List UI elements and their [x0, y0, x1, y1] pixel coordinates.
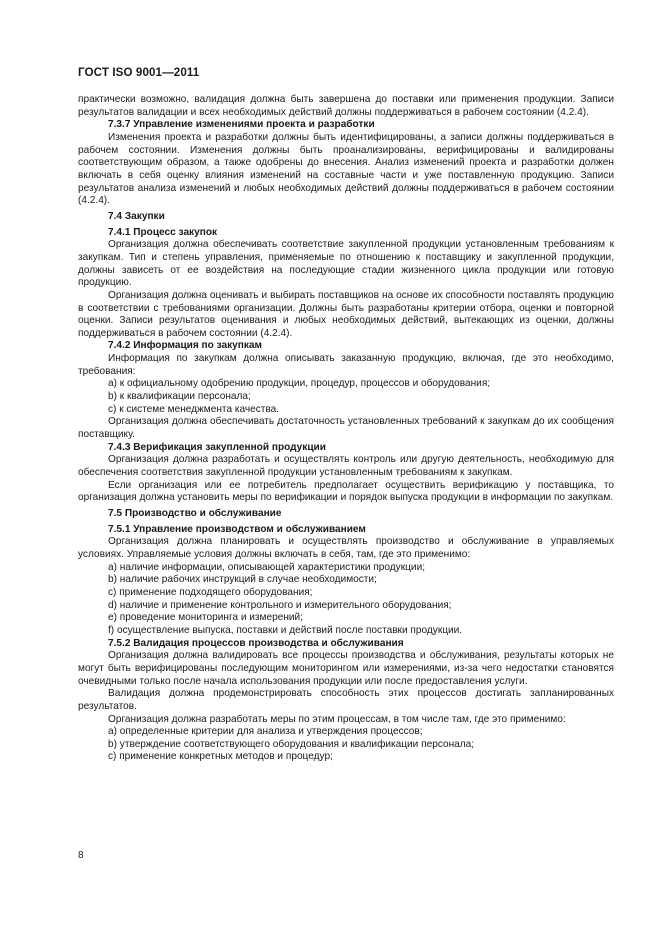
body-paragraph: Организация должна обеспечивать достаточность установленных требований к закупкам до их сообщения поставщику.	[78, 416, 614, 441]
section-heading: 7.4.3 Верификация закупленной продукции	[108, 441, 326, 453]
section-heading: 7.5.1 Управление производством и обслуживанием	[108, 523, 366, 535]
section-heading: 7.5 Производство и обслуживание	[108, 508, 282, 519]
body-paragraph: Организация должна разработать и осуществлять контроль или другую деятельность, необходимую для обеспечения соответствия закупленной продукции установленным требованиям к закупкам.	[78, 454, 614, 479]
document-body	[78, 94, 614, 764]
list-item: e) проведение мониторинга и измерений;	[108, 612, 303, 624]
body-paragraph: Если организация или ее потребитель предполагает осуществить верификацию у поставщика, то организация должна установить меры по верификации и порядок выпуска продукции в информации по закупкам.	[78, 479, 614, 504]
body-paragraph: Организация должна обеспечивать соответствие закупленной продукции установленным требованиям к закупкам. Тип и степень управления, применяемые по отношению к поставщику и закупленной продукции, должны зависеть от ее воздействия на последующие стадии жизненного цикла продукции или готовую продукцию.	[78, 239, 614, 289]
body-paragraph: Валидация должна продемонстрировать способность этих процессов достигать запланированных результатов.	[78, 688, 614, 712]
list-item: a) наличие информации, описывающей характеристики продукции;	[108, 561, 426, 573]
section-heading: 7.4.1 Процесс закупок	[108, 226, 218, 238]
list-item: b) утверждение соответствующего оборудования и квалификации персонала;	[108, 738, 475, 750]
list-item: a) определенные критерии для анализа и утверждения процессов;	[108, 726, 423, 738]
body-paragraph: Организация должна оценивать и выбирать поставщиков на основе их способности поставлять продукцию в соответствии с требованиями организации. Должны быть разработаны критерии отбора, оценки и повторной оценки. Записи результатов оценивания и любых необходимых действий, вытекающих из оценки, должны поддерживаться в рабочем состоянии (4.2.4).	[78, 289, 614, 339]
section-heading: 7.4.2 Информация по закупкам	[108, 340, 263, 352]
list-item: b) к квалификации персонала;	[108, 391, 251, 403]
list-item: b) наличие рабочих инструкций в случае необходимости;	[108, 574, 377, 586]
list-item: a) к официальному одобрению продукции, процедур, процессов и оборудования;	[108, 378, 491, 390]
page-number: 8	[78, 850, 84, 861]
list-item: c) применение конкретных методов и процедур;	[108, 751, 333, 763]
section-heading: 7.5.2 Валидация процессов производства и обслуживания	[108, 637, 404, 649]
body-paragraph: практически возможно, валидация должна быть завершена до поставки или применения продукции. Записи результатов валидации и всех необходимых действий должны поддерживаться в рабочем состоянии (4.2.4).	[78, 94, 614, 118]
list-item: c) к системе менеджмента качества.	[108, 403, 280, 415]
body-paragraph: Организация должна разработать меры по этим процессам, в том числе там, где это применимо:	[108, 713, 566, 725]
list-item: d) наличие и применение контрольного и измерительного оборудования;	[108, 599, 452, 611]
list-item: c) применение подходящего оборудования;	[108, 586, 313, 598]
section-heading: 7.3.7 Управление изменениями проекта и разработки	[108, 119, 375, 131]
body-paragraph: Организация должна планировать и осуществлять производство и обслуживание в управляемых условиях. Управляемые условия должны включать в себя, там, где это применимо:	[78, 536, 614, 560]
list-item: f) осуществление выпуска, поставки и действий после поставки продукции.	[108, 624, 463, 636]
body-paragraph: Изменения проекта и разработки должны быть идентифицированы, а записи должны поддерживаться в рабочем состоянии. Изменения должны быть проанализированы, верифицированы и валидированы соответствующим образом, а также одобрены до внесения. Анализ изменений проекта и разработки должен включать в себя оценку влияния изменений на составные части и уже поставленную продукцию. Записи результатов анализа изменений и любых необходимых действий должны поддерживаться в рабочем состоянии (4.2.4).	[78, 131, 614, 207]
section-heading: 7.4 Закупки	[108, 210, 165, 222]
document-header: ГОСТ ISO 9001—2011	[78, 66, 200, 79]
body-paragraph: Информация по закупкам должна описывать заказанную продукцию, включая, где это необходимо, требования:	[78, 353, 614, 377]
body-paragraph: Организация должна валидировать все процессы производства и обслуживания, результаты которых не могут быть верифицированы последующим мониторингом или измерениями, из-за чего недостатки становятся очевидными только после начала использования продукции или после предоставления услуги.	[78, 650, 614, 687]
